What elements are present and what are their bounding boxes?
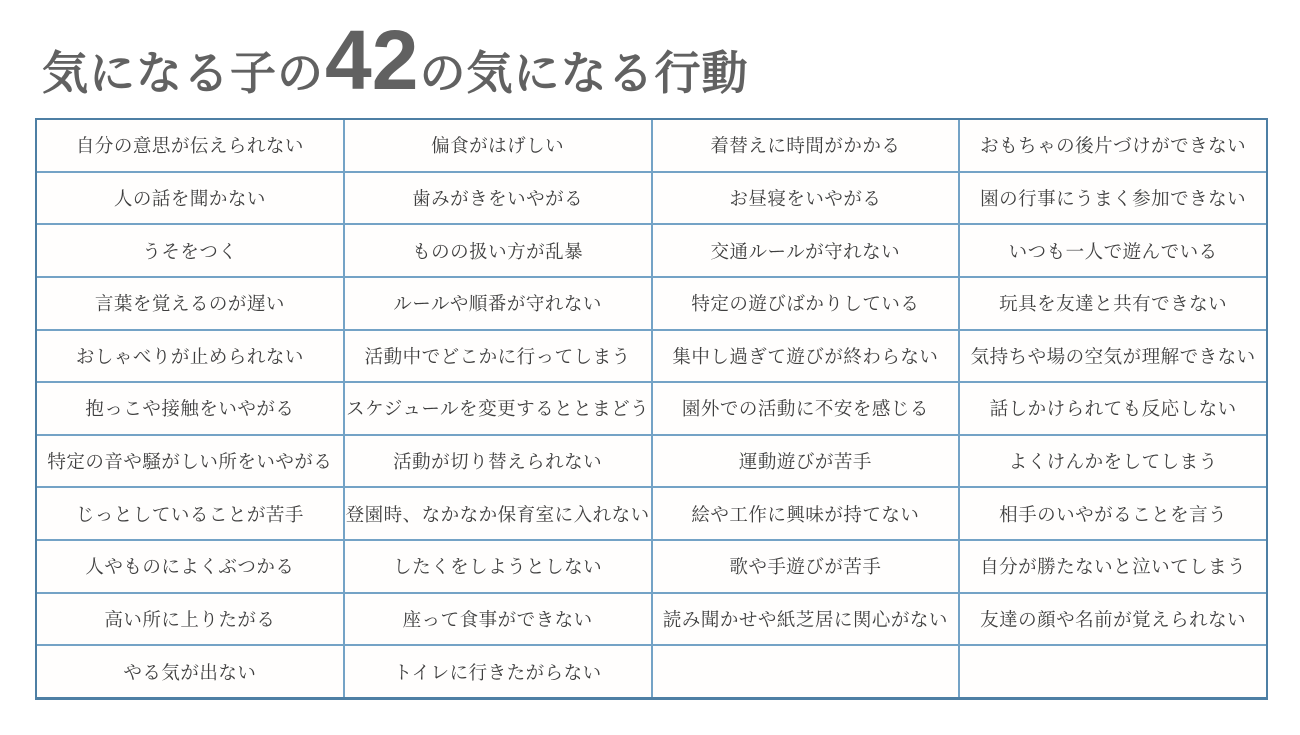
behavior-cell: よくけんかをしてしまう	[960, 436, 1266, 487]
behavior-cell: 自分が勝たないと泣いてしまう	[960, 541, 1266, 592]
behavior-cell: 言葉を覚えるのが遅い	[37, 278, 343, 329]
behavior-cell: 歌や手遊びが苦手	[653, 541, 959, 592]
behavior-cell: 歯みがきをいやがる	[345, 173, 651, 224]
title-number: 42	[325, 13, 419, 107]
behavior-cell: いつも一人で遊んでいる	[960, 225, 1266, 276]
behavior-cell: 高い所に上りたがる	[37, 594, 343, 645]
behavior-cell: 座って食事ができない	[345, 594, 651, 645]
behavior-cell: 玩具を友達と共有できない	[960, 278, 1266, 329]
behavior-cell: 活動中でどこかに行ってしまう	[345, 331, 651, 382]
behavior-cell: 運動遊びが苦手	[653, 436, 959, 487]
behavior-cell: 特定の遊びばかりしている	[653, 278, 959, 329]
behavior-cell: やる気が出ない	[37, 646, 343, 697]
behavior-cell: トイレに行きたがらない	[345, 646, 651, 697]
behaviors-table	[35, 118, 1268, 700]
behavior-cell: うそをつく	[37, 225, 343, 276]
behavior-cell: スケジュールを変更するととまどう	[345, 383, 651, 434]
behavior-cell-empty	[653, 646, 959, 697]
behavior-cell: 話しかけられても反応しない	[960, 383, 1266, 434]
behavior-cell: 人やものによくぶつかる	[37, 541, 343, 592]
behavior-cell: ものの扱い方が乱暴	[345, 225, 651, 276]
page-title	[42, 10, 748, 110]
behavior-cell: おもちゃの後片づけができない	[960, 120, 1266, 171]
behavior-cell: 活動が切り替えられない	[345, 436, 651, 487]
behavior-cell: 交通ルールが守れない	[653, 225, 959, 276]
behavior-cell: お昼寝をいやがる	[653, 173, 959, 224]
behavior-cell-empty	[960, 646, 1266, 697]
behavior-cell: 登園時、なかなか保育室に入れない	[345, 488, 651, 539]
behavior-cell: 読み聞かせや紙芝居に関心がない	[653, 594, 959, 645]
behavior-cell: 偏食がはげしい	[345, 120, 651, 171]
title-prefix: 気になる子の	[42, 47, 324, 99]
behavior-cell: ルールや順番が守れない	[345, 278, 651, 329]
behavior-cell: 自分の意思が伝えられない	[37, 120, 343, 171]
behavior-cell: おしゃべりが止められない	[37, 331, 343, 382]
behavior-cell: 特定の音や騒がしい所をいやがる	[37, 436, 343, 487]
behavior-cell: 人の話を聞かない	[37, 173, 343, 224]
behavior-cell: 園の行事にうまく参加できない	[960, 173, 1266, 224]
behavior-cell: 抱っこや接触をいやがる	[37, 383, 343, 434]
behavior-cell: 集中し過ぎて遊びが終わらない	[653, 331, 959, 382]
title-suffix: の気になる行動	[419, 47, 749, 99]
behavior-cell: したくをしようとしない	[345, 541, 651, 592]
behavior-cell: 友達の顔や名前が覚えられない	[960, 594, 1266, 645]
behavior-cell: 園外での活動に不安を感じる	[653, 383, 959, 434]
behavior-cell: 気持ちや場の空気が理解できない	[960, 331, 1266, 382]
behavior-cell: 相手のいやがることを言う	[960, 488, 1266, 539]
behavior-cell: じっとしていることが苦手	[37, 488, 343, 539]
behavior-cell: 着替えに時間がかかる	[653, 120, 959, 171]
behavior-cell: 絵や工作に興味が持てない	[653, 488, 959, 539]
